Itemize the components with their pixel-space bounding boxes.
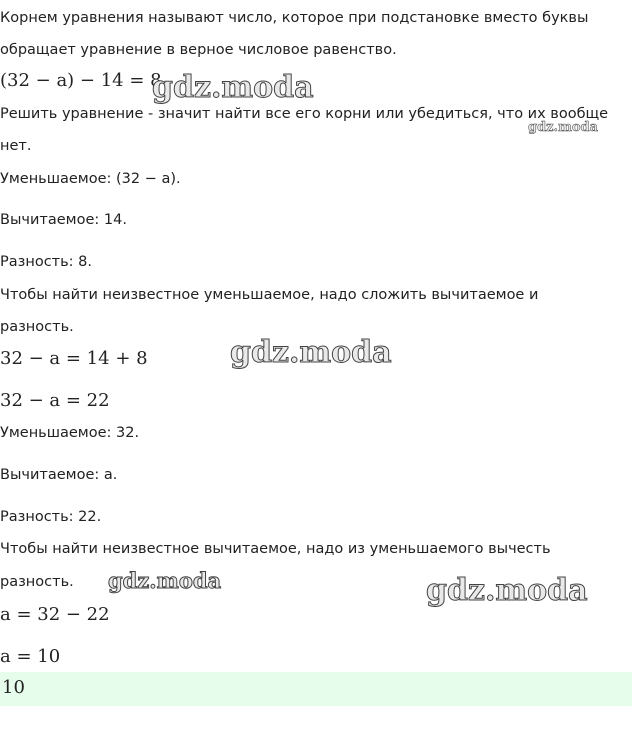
watermark-logo: gdz.moda — [528, 120, 599, 135]
difference-line: Разность: 8. — [0, 254, 92, 270]
subtrahend-line: Вычитаемое: 14. — [0, 212, 127, 228]
step-equation-1: 32 − a = 14 + 8 — [0, 348, 148, 369]
step-equation-2: 32 − a = 22 — [0, 390, 110, 411]
watermark-logo: gdz.moda — [152, 70, 314, 105]
subtrahend-line-2: Вычитаемое: a. — [0, 467, 118, 483]
watermark-logo: gdz.moda — [108, 568, 222, 593]
minuend-rule-line-1: Чтобы найти неизвестное уменьшаемое, надо сложить вычитаемое и — [0, 287, 539, 303]
answer-box — [0, 672, 632, 706]
difference-line-2: Разность: 22. — [0, 509, 102, 525]
answer-value: 10 — [2, 677, 25, 698]
subtrahend-rule-line-2: разность. — [0, 574, 74, 590]
rule-line-2: нет. — [0, 138, 32, 154]
definition-line-2: обращает уравнение в верное числовое равенство. — [0, 42, 397, 58]
step-equation-3: a = 32 − 22 — [0, 604, 110, 625]
watermark-logo: gdz.moda — [426, 573, 588, 608]
definition-line-1: Корнем уравнения называют число, которое при подстановке вместо буквы — [0, 10, 589, 26]
subtrahend-rule-line-1: Чтобы найти неизвестное вычитаемое, надо из уменьшаемого вычесть — [0, 541, 551, 557]
equation: (32 − a) − 14 = 8 — [0, 70, 162, 91]
minuend-line-2: Уменьшаемое: 32. — [0, 425, 140, 441]
rule-line-1: Решить уравнение - значит найти все его корни или убедиться, что их вообще — [0, 106, 609, 122]
minuend-line: Уменьшаемое: (32 − a). — [0, 171, 181, 187]
watermark-logo: gdz.moda — [230, 335, 392, 370]
minuend-rule-line-2: разность. — [0, 319, 74, 335]
step-equation-4: a = 10 — [0, 646, 61, 667]
